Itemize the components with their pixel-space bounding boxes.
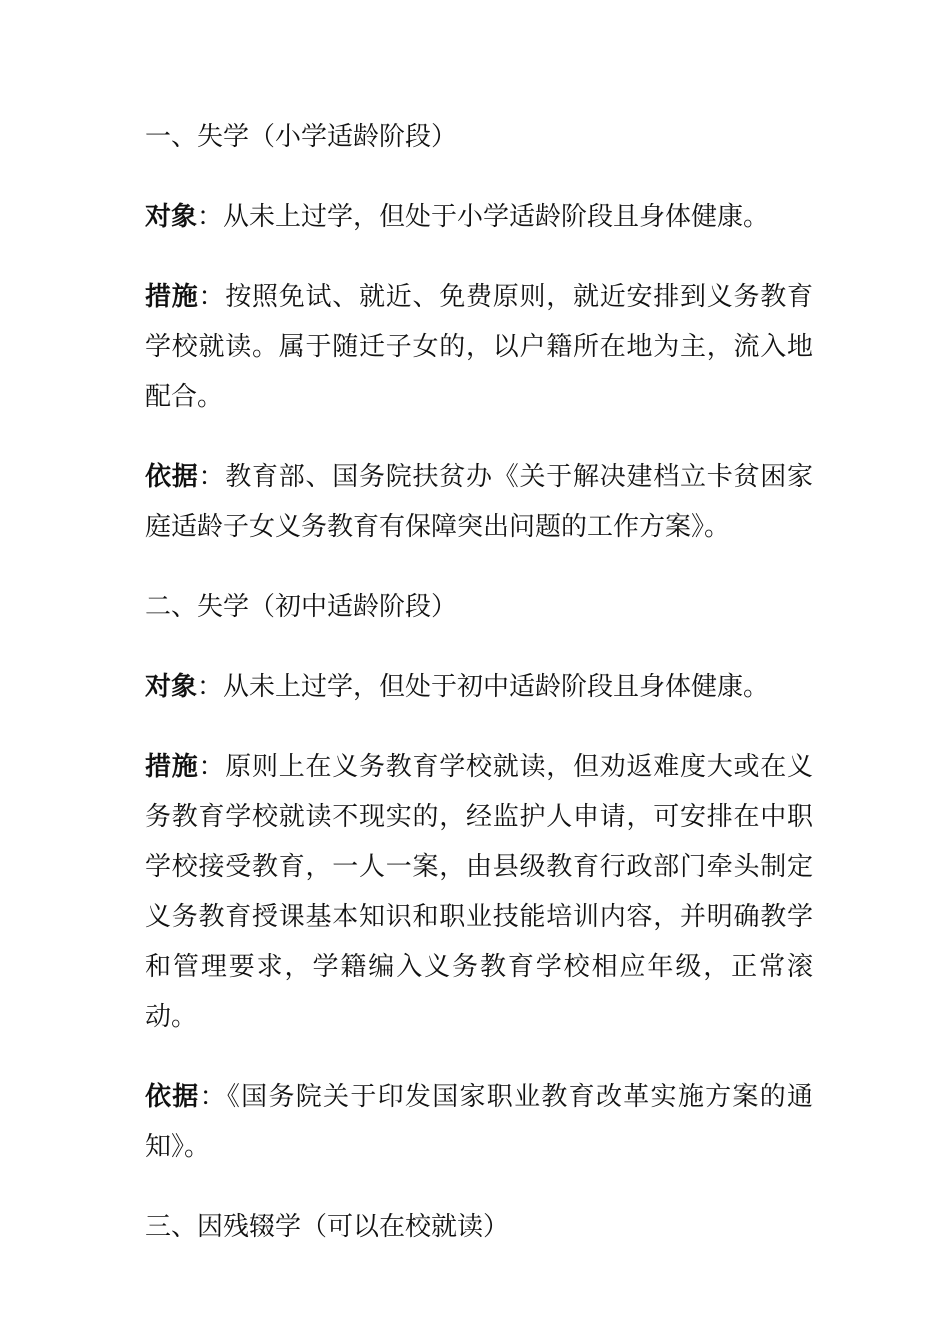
object-text: ：从未上过学，但处于初中适龄阶段且身体健康。 [197, 672, 770, 702]
basis-paragraph [145, 452, 813, 552]
measure-paragraph [145, 272, 813, 422]
section-3 [145, 1202, 813, 1252]
measure-text: ：原则上在义务教育学校就读，但劝返难度大或在义务教育学校就读不现实的，经监护人申请，可安排在中职学校接受教育，一人一案，由县级教育行政部门牵头制定义务教育授课基本知识和职业技能培训内容，并明确教学和管理要求，学籍编入义务教育学校相应年级，正常滚动。 [145, 752, 813, 1032]
basis-paragraph [145, 1072, 813, 1172]
section-title: 三、因残辍学（可以在校就读） [145, 1212, 510, 1242]
measure-label: 措施 [145, 282, 199, 312]
section-title: 二、失学（初中适龄阶段） [145, 592, 458, 622]
section-1 [145, 112, 813, 552]
basis-label: 依据 [145, 462, 199, 492]
measure-paragraph [145, 742, 813, 1042]
measure-text: ：按照免试、就近、免费原则，就近安排到义务教育学校就读。属于随迁子女的，以户籍所在地为主，流入地配合。 [145, 282, 813, 412]
basis-label: 依据 [145, 1082, 200, 1112]
object-paragraph [145, 192, 813, 242]
object-paragraph [145, 662, 813, 712]
section-2 [145, 582, 813, 1172]
basis-text: ：教育部、国务院扶贫办《关于解决建档立卡贫困家庭适龄子女义务教育有保障突出问题的工作方案》。 [145, 462, 813, 542]
section-title: 一、失学（小学适龄阶段） [145, 122, 458, 152]
measure-label: 措施 [145, 752, 199, 782]
object-label: 对象 [145, 672, 198, 702]
document-page [145, 112, 813, 1282]
object-label: 对象 [145, 202, 198, 232]
basis-text: ：《国务院关于印发国家职业教育改革实施方案的通知》。 [145, 1082, 813, 1162]
object-text: ：从未上过学，但处于小学适龄阶段且身体健康。 [197, 202, 770, 232]
